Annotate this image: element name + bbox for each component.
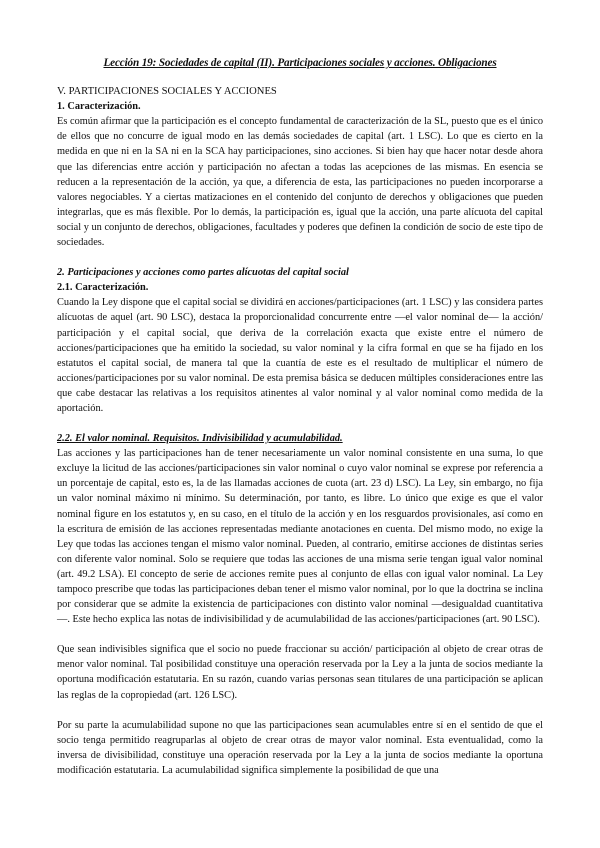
document-page [57, 56, 543, 778]
spacer [57, 703, 543, 718]
paragraph-4: Que sean indivisibles significa que el socio no puede fraccionar su acción/ participación al objeto de crear otras de menor valor nominal. Tal posibilidad constituye una operación reservada por la Ley a la junta de socios mediante la oportuna modificación estatutaria. En su razón, cuando varias personas sean titulares de una participación se aplican las reglas de la copropiedad (art. 126 LSC). [57, 644, 543, 701]
spacer [57, 250, 543, 265]
spacer [57, 416, 543, 431]
spacer [57, 627, 543, 642]
subsection-heading-2-2: 2.2. El valor nominal. Requisitos. Indivisibilidad y acumulabilidad. [57, 433, 343, 445]
subsection-heading-1: 1. Caracterización. [57, 101, 141, 113]
paragraph-2: Cuando la Ley dispone que el capital social se dividirá en acciones/participaciones (art. 1 LSC) y las considera partes alícuotas de aquel (art. 90 LSC), destaca la proporcionalidad concurrente entre —el valor nominal de— la acción/ participación y el capital social, que deriva de la correlación exacta que existe entre el número de acciones/participaciones que ha emitido la sociedad, su valor nominal y la cifra formal en que se ha fijado en los estatutos el capital social, de manera tal que la cuantía de este es el resultado de multiplicar el número de acciones/participaciones por su valor nominal. De esta premisa básica se deducen múltiples consideraciones entre las que cabe destacar las relativas a los requisitos atinentes al valor nominal y al valor nominal como medida de la aportación. [57, 297, 543, 414]
subsection-heading-2: 2. Participaciones y acciones como partes alícuotas del capital social [57, 267, 349, 279]
page-title: Lección 19: Sociedades de capital (II). Participaciones sociales y acciones. Obligaciones [103, 57, 497, 69]
section-heading: V. PARTICIPACIONES SOCIALES Y ACCIONES [57, 86, 277, 98]
paragraph-5: Por su parte la acumulabilidad supone no que las participaciones sean acumulables entre sí en el sentido de que el socio tenga permitido reagruparlas al objeto de crear otras de mayor valor nominal. Esta eventualidad, como la inversa de divisibilidad, constituye una operación reservada por la Ley a la junta de socios mediante la oportuna modificación estatutaria. La acumulabilidad significa simplemente la posibilidad de que una [57, 719, 543, 776]
paragraph-1: Es común afirmar que la participación es el concepto fundamental de caracterización de la SL, puesto que es el único de ellos que no concurre de igual modo en las demás sociedades de capital (art. 1 LSC). Lo que es cierto en la medida en que ni en la SA ni en la SCA hay participaciones, sino acciones. Si bien hay que hacer notar desde ahora que las diferencias entre acción y participación no afectan a todas las acepciones de las mismas. En esencia se reducen a la representación de la acción, ya que, a diferencia de esta, las participaciones no pueden incorporarse a valores negociables. Y a ciertas matizaciones en el contenido del conjunto de derechos y obligaciones que pueden integrarlas, que es más flexible. Por lo demás, la participación es, igual que la acción, una parte alícuota del capital social y un conjunto de derechos, obligaciones, facultades y poderes que definen la condición de socio de este tipo de sociedades. [57, 116, 543, 249]
paragraph-3: Las acciones y las participaciones han de tener necesariamente un valor nominal consistente en una suma, lo que excluye la licitud de las acciones/participaciones sin valor nominal o cuyo valor nominal se exprese por referencia a un porcentaje de capital, esto es, la de las llamadas acciones de cuota (art. 23 d) LSC). La Ley, sin embargo, no fija un valor nominal máximo ni mínimo. Su determinación, por tanto, es libre. Lo único que exige es que el valor nominal figure en los estatutos y, en su caso, en el título de la acción y en los resguardos provisionales, así como en la escritura de emisión de las acciones representadas mediante anotaciones en cuenta. Del mismo modo, no exige la Ley que todas las acciones tengan el mismo valor nominal. Pueden, al contrario, emitirse acciones de distintas series con diferente valor nominal. Solo se requiere que todas las acciones de una misma serie tengan igual valor nominal (art. 49.2 LSA). El concepto de serie de acciones remite pues al conjunto de ellas con igual valor nominal. La Ley tampoco prescribe que todas las participaciones deban tener el mismo valor nominal, por lo que la doctrina se inclina por considerar que se admite la existencia de participaciones con distinto valor nominal —desigualdad cuantitativa—. Este hecho explica las notas de indivisibilidad y de acumulabilidad de las acciones/participaciones (art. 90 LSC). [57, 448, 543, 626]
subsection-heading-2-1: 2.1. Caracterización. [57, 282, 149, 294]
